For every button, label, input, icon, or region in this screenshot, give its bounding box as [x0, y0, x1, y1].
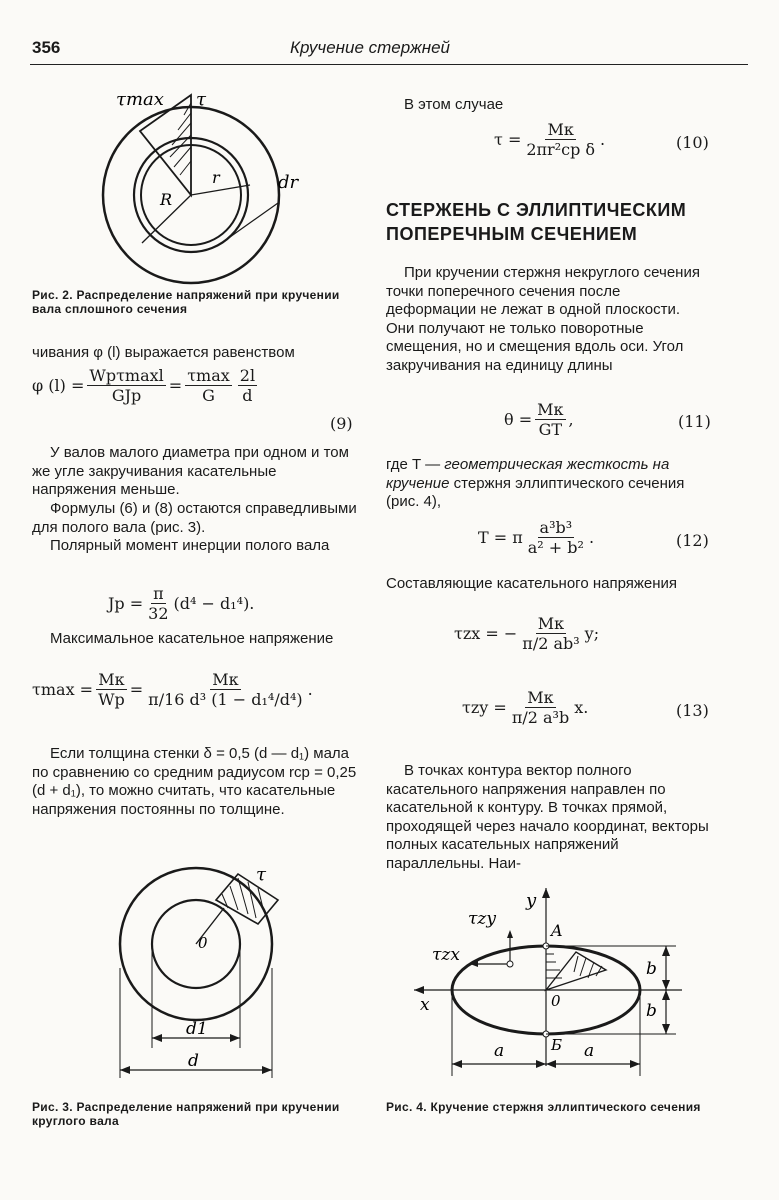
fig2-R: R [160, 190, 173, 209]
running-title: Кручение стержней [290, 38, 450, 57]
eq11-number: (11) [678, 412, 711, 431]
equation-jp [108, 584, 254, 623]
eq13b-rhs: x. [574, 698, 589, 717]
eqJ-num: π [153, 584, 164, 603]
eq12-lhs: T = π [478, 528, 523, 547]
eq12-number: (12) [676, 531, 709, 550]
page-number: 356 [32, 38, 61, 57]
eq13a-rhs: y; [584, 624, 600, 643]
figure-3 [100, 848, 300, 1080]
eq12-num: a³b³ [539, 518, 573, 537]
right-p5: В точках контура вектор полного касательного напряжения направлен по касательной к контуру. В точках прямой, проходящей через начало координат, векторы полных касательных напряжений параллельны. Наи- [386, 762, 709, 872]
eq9-f3-den: d [242, 386, 253, 405]
equation-12: T = π $\frac{\text{a³b³}}{\text{a² + b²}}$ . [478, 518, 595, 557]
fig3-tau: τ [256, 864, 266, 885]
header-rule [30, 64, 748, 65]
eq13b-den: π/2 a³b [511, 708, 570, 727]
eqT-lhs: τmax = [32, 680, 94, 699]
eq9-f3-num: 2l [239, 366, 256, 385]
fig4-origin: 0 [551, 992, 561, 1010]
left-p3: Формулы (6) и (8) остаются справедливыми для полого вала (рис. 3). [32, 500, 357, 536]
fig4-caption: Рис. 4. Кручение стержня эллиптического сечения [386, 1100, 701, 1114]
fig4-a-right: a [584, 1041, 595, 1061]
eq12-den: a² + b² [527, 538, 584, 557]
fig3-d: d [188, 1051, 199, 1071]
eq9-number: (9) [330, 414, 353, 433]
eq10-number: (10) [676, 133, 709, 152]
fig4-a-left: a [494, 1041, 505, 1061]
fig3-d1: d1 [186, 1019, 208, 1039]
section-heading: СТЕРЖЕНЬ С ЭЛЛИПТИЧЕСКИМ ПОПЕРЕЧНЫМ СЕЧЕНИЕМ [386, 200, 687, 244]
eqJ-lhs: Jp = [108, 594, 144, 613]
fig4-b-bottom: b [646, 1001, 657, 1021]
fig4-y: y [526, 890, 537, 911]
eqT-f2-den: π/16 d³ (1 − d₁⁴/d⁴) [148, 690, 303, 709]
right-p1: В этом случае [404, 96, 504, 113]
left-p5: Максимальное касательное напряжение [50, 630, 334, 647]
eq11-den: GT [538, 420, 563, 439]
eq10-num: Mк [547, 120, 574, 139]
eqT-f2-num: Mк [212, 670, 239, 689]
fig4-tzy: τzy [468, 909, 496, 929]
right-p3-c: стержня эллиптического сечения (рис. 4), [386, 474, 685, 510]
eq10-lhs: τ = [494, 130, 522, 149]
eq13-number: (13) [676, 701, 709, 720]
fig4-A: A [551, 921, 563, 940]
left-p2: У валов малого диаметра при одном и том же угле закручивания касательные напряжения меньше. [32, 444, 349, 498]
eq11-lhs: θ = [504, 410, 533, 429]
left-p1: чивания φ (l) выражается равенством [32, 344, 295, 361]
right-p3-term: геометрическая жесткость на кручение [386, 456, 670, 492]
equation-13b [462, 688, 588, 727]
eq13a-num: Mк [537, 614, 565, 633]
equation-9: φ (l) = $\frac{\text{Wpτmaxl}}{\text{GJp}}$ = $\frac{\tau\max}{G}$ $\frac{2l}{d}$ [32, 366, 256, 405]
fig2-tau: τ [196, 89, 206, 110]
right-p4: Составляющие касательного напряжения [386, 575, 678, 592]
right-p3-a: где T — [386, 456, 445, 473]
eq9-f2-den: G [202, 386, 215, 405]
fig2-tau-max: τmax [116, 89, 164, 110]
eqJ-rhs: (d⁴ − d₁⁴). [173, 594, 255, 613]
fig3-origin: 0 [198, 934, 208, 952]
fig2-r: r [212, 168, 220, 187]
eq13a-lhs: τzx = − [454, 624, 518, 643]
eq13b-lhs: τzy = [462, 698, 507, 717]
right-p3 [386, 456, 712, 512]
fig4-x: x [420, 995, 430, 1015]
equation-10: τ = $\frac{Mк}{\text{2πr²ср δ}}$ . [494, 120, 606, 159]
equation-13a [454, 614, 599, 653]
eqT-f1-num: Mк [98, 670, 125, 689]
eq13a-den: π/2 ab³ [522, 634, 580, 653]
fig4-b-top: b [646, 959, 657, 979]
eq11-num: Mк [537, 400, 564, 419]
eq9-f2-num: τmax [187, 366, 230, 385]
fig3-caption: Рис. 3. Распределение напряжений при кручении круглого вала [32, 1100, 340, 1128]
left-p6: Если толщина стенки δ = 0,5 (d — d₁) мала по сравнению со средним радиусом rср = 0,25 (d + d₁), то можно считать, что касательные напряжения постоянны по толщине. [32, 745, 357, 818]
eq13b-num: Mк [527, 688, 554, 707]
figure-4 [410, 880, 710, 1080]
eq9-f1-den: GJp [111, 386, 142, 405]
eq10-den: 2πr²ср δ [526, 140, 596, 159]
eqT-f1-den: Wp [98, 690, 125, 709]
equation-tau-max: τmax = $\frac{Mк}{Wp}$ = $\frac{Mк}{\text{π/16 d³ (1 − d₁⁴/d⁴)}}$ . [32, 670, 313, 709]
fig4-B: Б [551, 1036, 563, 1054]
left-p4: Полярный момент инерции полого вала [50, 537, 330, 554]
figure-2 [100, 85, 350, 285]
equation-11: θ = $\frac{Mк}{GT}$ , [504, 400, 574, 439]
eqJ-den: 32 [148, 604, 169, 623]
eq9-f1-num: Wpτmaxl [89, 366, 164, 385]
fig2-dr: dr [278, 172, 299, 193]
eq9-lhs: φ (l) = [32, 376, 85, 395]
fig2-caption: Рис. 2. Распределение напряжений при кручении вала сплошного сечения [32, 288, 340, 316]
right-p2: При кручении стержня некруглого сечения точки поперечного сечения после деформации не лежат в одной плоскости. Они получают не только поворотные смещения, но и смещения вдоль оси. Угол закручивания на единицу длины [386, 264, 700, 374]
fig4-tzx: τzx [432, 945, 460, 965]
